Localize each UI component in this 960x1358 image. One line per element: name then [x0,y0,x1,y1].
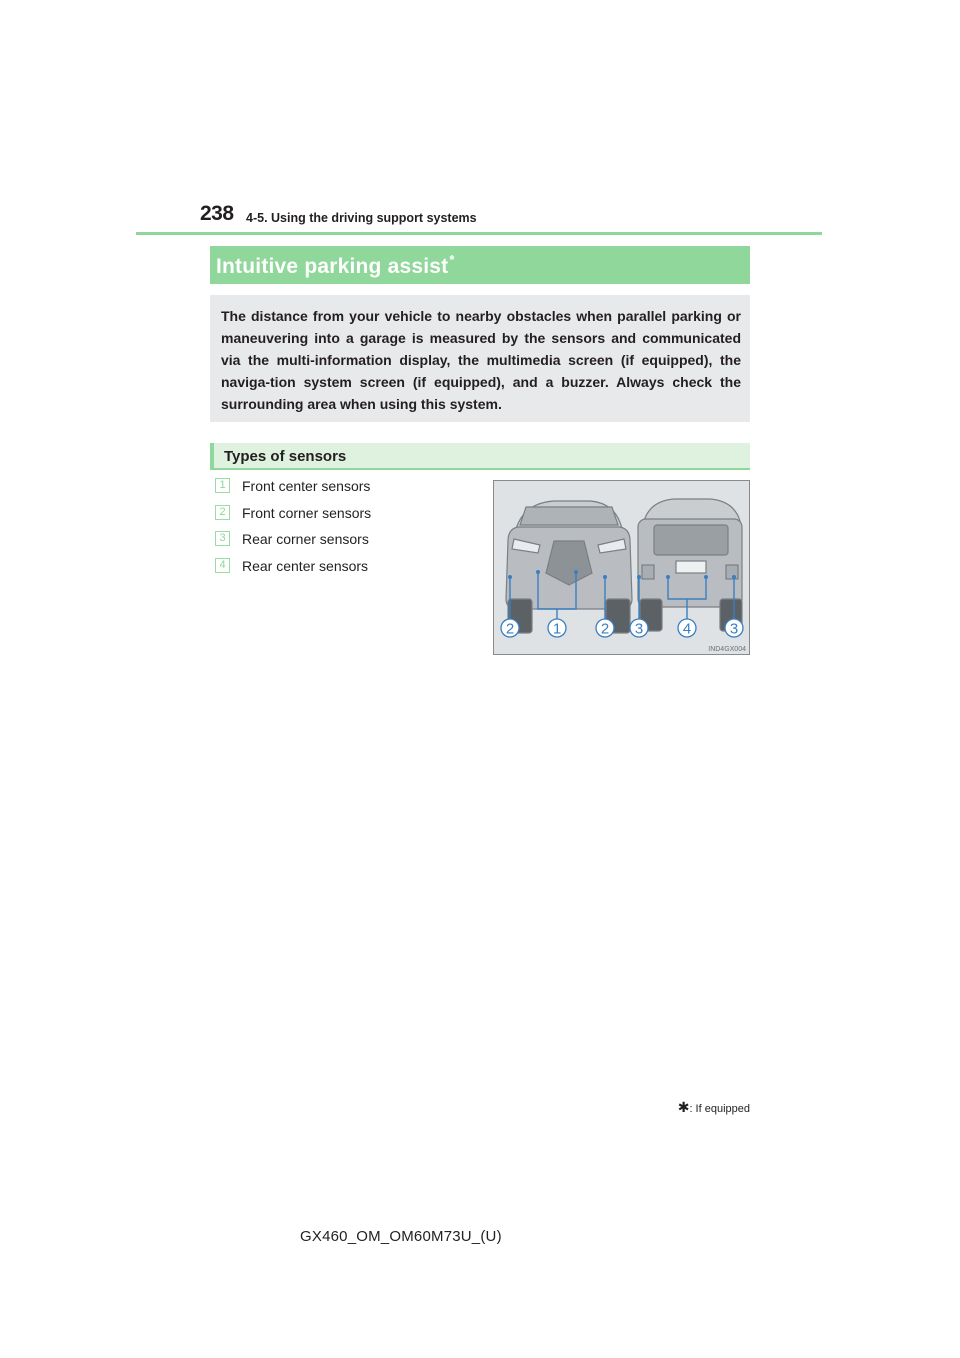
page-number: 238 [200,202,234,225]
sensor-marker [732,575,736,579]
list-item-label: Rear center sensors [242,557,369,574]
sensor-marker [704,575,708,579]
callout-number: 4 [682,620,692,638]
rear-vehicle-image [638,499,742,631]
sensor-marker [574,570,578,574]
sensor-marker [666,575,670,579]
vehicle-diagram [494,481,751,656]
document-id: GX460_OM_OM60M73U_(U) [300,1228,502,1245]
figure-code: IND4GX004 [708,646,746,653]
footnote [678,1099,750,1116]
subheading-bar [210,443,750,470]
sensor-marker [637,575,641,579]
subheading: Types of sensors [224,448,347,465]
callout-number: 2 [505,620,515,638]
footnote-text: : If equipped [689,1103,750,1115]
number-badge: 1 [215,478,230,493]
header-rule [136,232,822,235]
sensor-marker [536,570,540,574]
page-title-text: Intuitive parking assist [216,255,449,278]
intro-text: The distance from your vehicle to nearby obstacles when parallel parking or maneuvering into a garage is measured by the sensors and communicated via the multi-information display, the multimedia screen (if equipped), the naviga-tion system screen (if equipped), and a buzzer. Always check the surrounding area when using this system. [221,308,741,412]
sensor-marker [508,575,512,579]
intro-box [210,295,750,422]
list-item-label: Front center sensors [242,478,371,494]
if-equipped-mark: * [449,252,455,267]
title-bar [210,246,750,284]
callout-number: 2 [600,620,610,638]
number-badge: 2 [215,505,230,520]
page-title [216,252,455,279]
callout-number: 3 [634,620,644,638]
sensor-illustration [493,480,750,655]
sensor-marker [603,575,607,579]
callout-number: 3 [729,620,739,638]
front-vehicle-image [506,501,632,633]
list-item-label: Front corner sensors [242,504,372,521]
footnote-mark: ✱ [677,1099,690,1115]
section-label: 4-5. Using the driving support systems [246,211,477,225]
list-item-label: Rear corner sensors [242,531,369,547]
subheading-accent [210,443,214,470]
number-badge: 4 [215,558,230,573]
number-badge: 3 [215,531,230,546]
callout-number: 1 [552,620,562,638]
